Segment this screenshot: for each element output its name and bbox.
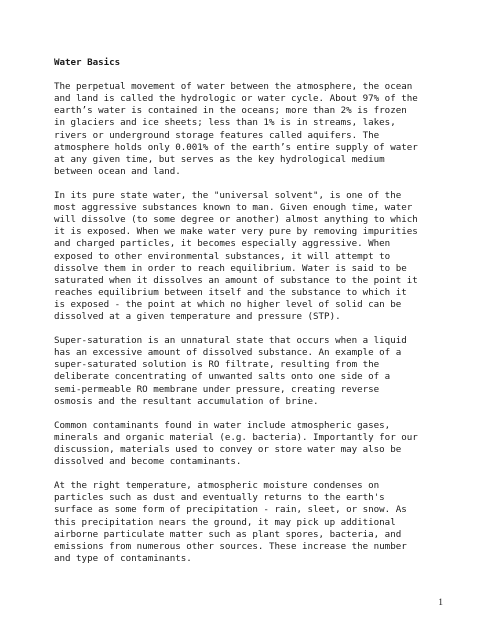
document-body xyxy=(54,57,454,577)
paragraph-universal-solvent: In its pure state water, the "universal solvent", is one of the most aggressive substances known to man. Given enough time, water will dissolve (to some degree or another) almost anything to which it is exposed. When we make water very pure by removing impurities and charged particles, it becomes especially aggressive. When exposed to other environmental substances, it will attempt to dissolve them in order to reach equilibrium. Water is said to be saturated when it dissolves an amount of substance to the point it reaches equilibrium between itself and the substance to which it is exposed - the point at which no higher level of solid can be dissolved at a given temperature and pressure (STP). xyxy=(54,190,418,322)
paragraph-super-saturation: Super-saturation is an unnatural state that occurs when a liquid has an excessive amount of dissolved substance. An example of a super-saturated solution is RO filtrate, resulting from the deliberate concentrating of unwanted salts onto one side of a semi-permeable RO membrane under pressure, creating reverse osmosis and the resultant accumulation of brine. xyxy=(54,335,407,407)
page-number: 1 xyxy=(438,598,443,608)
paragraph-common-contaminants: Common contaminants found in water include atmospheric gases, minerals and organic material (e.g. bacteria). Importantly for our discussion, materials used to convey or store water may also be dissolved and become contaminants. xyxy=(54,419,418,468)
document-title: Water Basics xyxy=(54,57,121,68)
paragraph-precipitation: At the right temperature, atmospheric moisture condenses on particles such as dust and eventually returns to the earth's surface as some form of precipitation - rain, sleet, or snow. As this precipitation nears the ground, it may pick up additional airborne particulate matter such as plant spores, bacteria, and emissions from numerous other sources. These increase the number and type of contaminants. xyxy=(54,480,407,564)
paragraph-hydrologic-cycle: The perpetual movement of water between the atmosphere, the ocean and land is called the hydrologic or water cycle. About 97% of the earth’s water is contained in the oceans; more than 2% is frozen in glaciers and ice sheets; less than 1% is in streams, lakes, rivers or underground storage features called aquifers. The atmosphere holds only 0.001% of the earth’s entire supply of water at any given time, but serves as the key hydrological medium between ocean and land. xyxy=(54,81,418,177)
